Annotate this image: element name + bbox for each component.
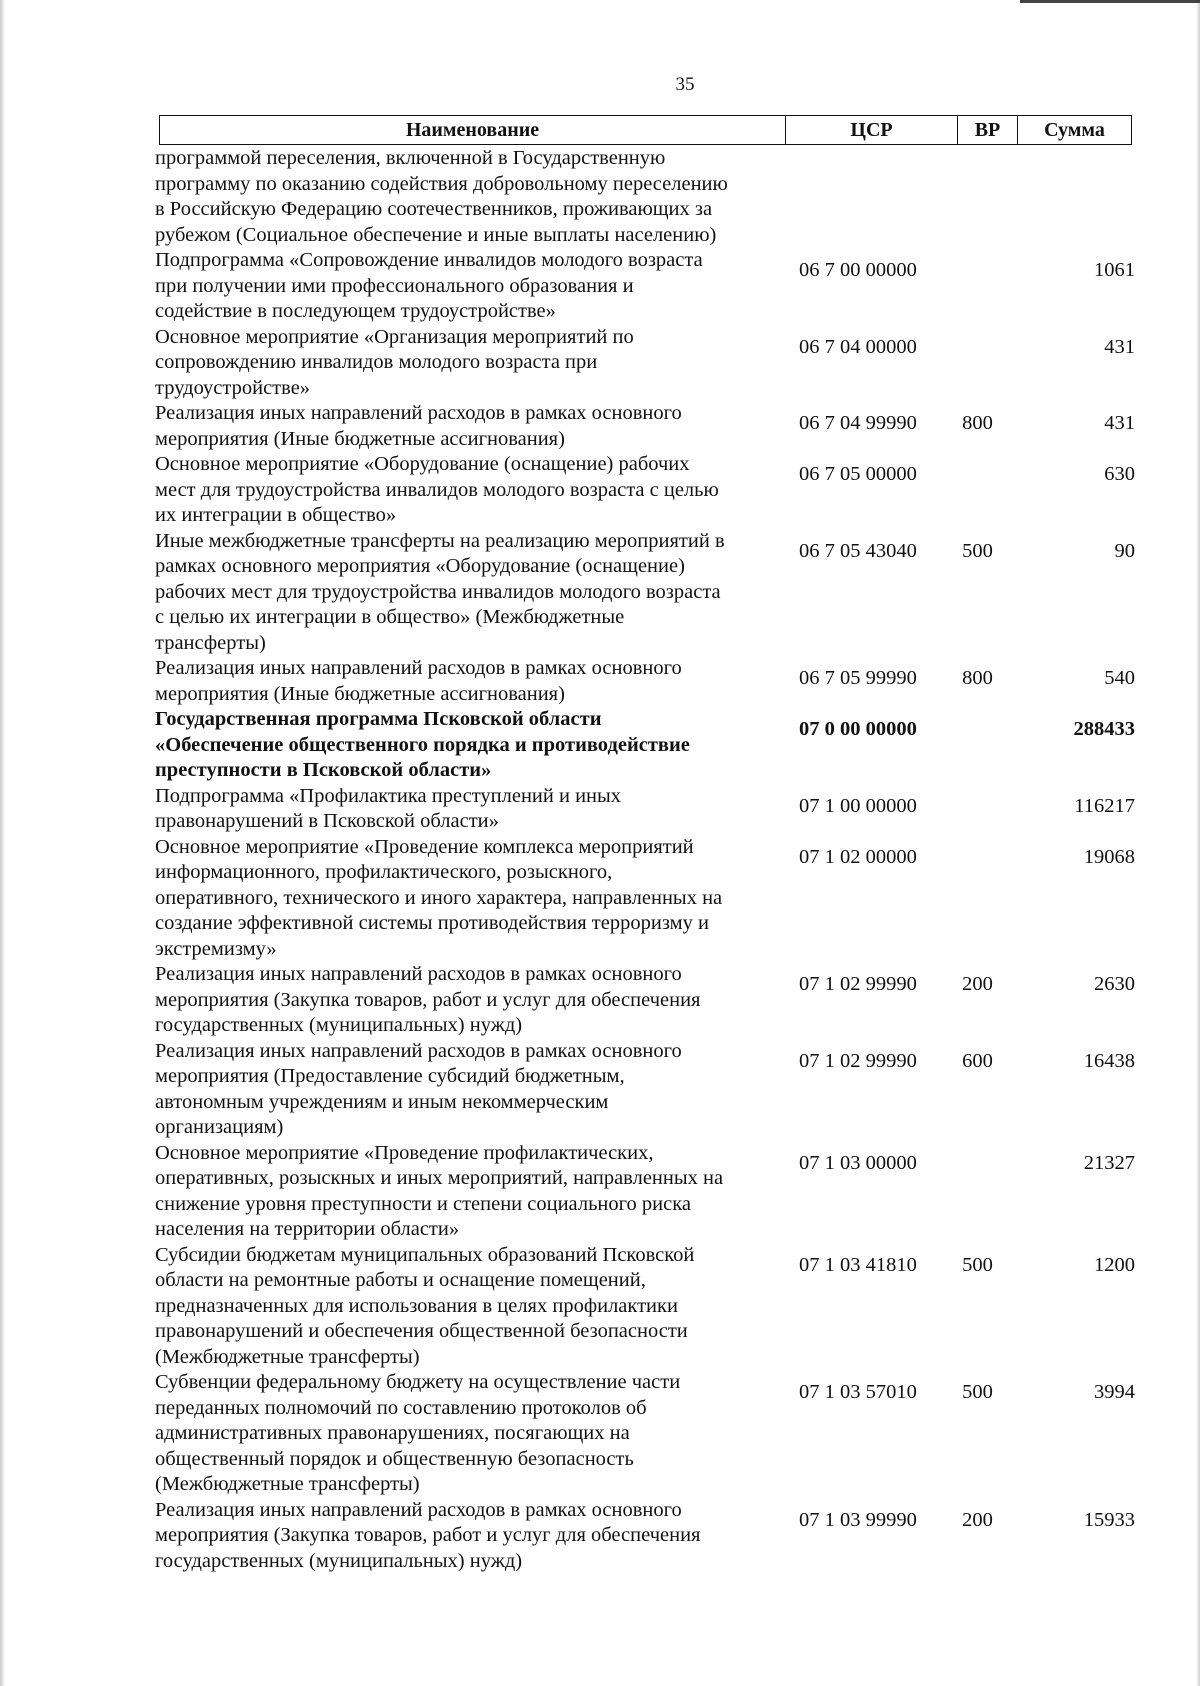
header-csr: ЦСР bbox=[786, 116, 958, 144]
row-name-cell: Основное мероприятие «Проведение комплекса мероприятий информационного, профилактического, розыскного, оперативного, технического и иного характера, направленных на создание эффективной системы противодействия терроризму и экстремизму» bbox=[155, 835, 723, 960]
row-sum-cell: 431 bbox=[1104, 412, 1135, 434]
row-name-cell: программой переселения, включенной в Государственную программу по оказанию содействия добровольному переселению в Российскую Федерацию соотечественников, проживающих за рубежом (Социальное обеспечение и иные выплаты населению) bbox=[155, 147, 728, 246]
table-row bbox=[155, 452, 1135, 529]
page-number: 35 bbox=[675, 74, 695, 95]
table-row bbox=[155, 784, 1135, 835]
row-csr-cell: 06 7 05 00000 bbox=[799, 463, 917, 485]
row-name-cell: Иные межбюджетные трансферты на реализацию мероприятий в рамках основного мероприятия «Оборудование (оснащение) рабочих мест для трудоустройства инвалидов молодого возраста с целью их интеграции в общество» (Межбюджетные трансферты) bbox=[155, 529, 725, 654]
row-sum-cell: 431 bbox=[1104, 335, 1135, 358]
row-sum-cell: 630 bbox=[1104, 463, 1135, 485]
table-row bbox=[155, 529, 1135, 657]
row-csr-cell: 06 7 04 00000 bbox=[799, 335, 917, 358]
row-vr-cell: 200 bbox=[962, 973, 993, 995]
table-body bbox=[155, 146, 1135, 1574]
row-vr-cell: 600 bbox=[962, 1049, 993, 1072]
row-name-cell: Реализация иных направлений расходов в рамках основного мероприятия (Иные бюджетные ассигнования) bbox=[155, 402, 682, 450]
row-sum-cell: 3994 bbox=[1094, 1381, 1135, 1403]
table-row bbox=[155, 1141, 1135, 1243]
row-csr-cell: 07 1 03 57010 bbox=[799, 1381, 917, 1403]
row-csr-cell: 07 0 00 00000 bbox=[799, 718, 917, 740]
row-vr-cell: 800 bbox=[962, 412, 993, 434]
table-row bbox=[155, 1498, 1135, 1575]
row-vr-cell bbox=[945, 146, 1010, 248]
row-sum-cell: 90 bbox=[1114, 539, 1135, 562]
table-row bbox=[155, 401, 1135, 452]
row-vr-cell: 200 bbox=[962, 1508, 993, 1531]
row-sum-cell: 21327 bbox=[1083, 1151, 1135, 1174]
row-vr-cell bbox=[945, 707, 1010, 784]
row-csr-cell bbox=[785, 146, 945, 248]
table-row bbox=[155, 1243, 1135, 1371]
row-vr-cell: 500 bbox=[962, 539, 993, 562]
row-csr-cell: 06 7 00 00000 bbox=[799, 259, 917, 281]
row-sum-cell: 116217 bbox=[1074, 794, 1135, 817]
row-vr-cell bbox=[945, 835, 1010, 963]
table-row bbox=[155, 1039, 1135, 1141]
scan-edge-right bbox=[1196, 0, 1200, 1686]
row-name-cell: Реализация иных направлений расходов в рамках основного мероприятия (Закупка товаров, работ и услуг для обеспечения государственных (муниципальных) нужд) bbox=[155, 1498, 701, 1572]
table-row bbox=[155, 1370, 1135, 1498]
row-name-cell: Реализация иных направлений расходов в рамках основного мероприятия (Иные бюджетные ассигнования) bbox=[155, 657, 682, 705]
row-vr-cell bbox=[945, 248, 1010, 325]
table-row bbox=[155, 835, 1135, 963]
table-row bbox=[155, 962, 1135, 1039]
row-csr-cell: 07 1 03 00000 bbox=[799, 1151, 917, 1174]
row-name-cell: Основное мероприятие «Оборудование (оснащение) рабочих мест для трудоустройства инвалидов молодого возраста с целью их интеграции в общество» bbox=[155, 453, 719, 526]
row-sum-cell: 2630 bbox=[1094, 973, 1135, 995]
row-csr-cell: 06 7 05 43040 bbox=[799, 539, 917, 562]
row-csr-cell: 07 1 02 00000 bbox=[799, 845, 917, 868]
row-csr-cell: 06 7 04 99990 bbox=[799, 412, 917, 434]
row-sum-cell: 1061 bbox=[1094, 259, 1135, 281]
row-vr-cell bbox=[945, 1141, 1010, 1243]
table-row bbox=[155, 656, 1135, 707]
row-vr-cell bbox=[945, 784, 1010, 835]
row-vr-cell: 800 bbox=[962, 667, 993, 689]
row-name-cell: Субсидии бюджетам муниципальных образований Псковской области на ремонтные работы и оснащение помещений, предназначенных для использования в целях профилактики правонарушений и обеспечения общественной безопасности (Межбюджетные трансферты) bbox=[155, 1243, 695, 1368]
row-name-cell: Субвенции федеральному бюджету на осуществление части переданных полномочий по составлению протоколов об административных правонарушениях, посягающих на общественный порядок и общественную безопасность (Межбюджетные трансферты) bbox=[155, 1371, 681, 1495]
row-csr-cell: 07 1 00 00000 bbox=[799, 794, 917, 817]
row-csr-cell: 07 1 02 99990 bbox=[799, 1049, 917, 1072]
row-sum-cell: 16438 bbox=[1083, 1049, 1135, 1072]
table-row bbox=[155, 325, 1135, 402]
scan-edge-left bbox=[0, 0, 5, 1686]
row-sum-cell: 1200 bbox=[1094, 1253, 1135, 1276]
row-name-cell: Подпрограмма «Сопровождение инвалидов молодого возраста при получении ими профессионального образования и содействие в последующем трудоустройстве» bbox=[155, 249, 703, 322]
header-sum: Сумма bbox=[1044, 118, 1105, 141]
row-csr-cell: 06 7 05 99990 bbox=[799, 667, 917, 689]
row-csr-cell: 07 1 03 99990 bbox=[799, 1508, 917, 1531]
row-sum-cell: 19068 bbox=[1083, 845, 1135, 868]
row-name-cell: Государственная программа Псковской области «Обеспечение общественного порядка и противодействие преступности в Псковской области» bbox=[155, 708, 690, 781]
row-name-cell: Реализация иных направлений расходов в рамках основного мероприятия (Закупка товаров, работ и услуг для обеспечения государственных (муниципальных) нужд) bbox=[155, 963, 701, 1036]
row-name-cell: Реализация иных направлений расходов в рамках основного мероприятия (Предоставление субсидий бюджетным, автономным учреждениям и иным некоммерческим организациям) bbox=[155, 1039, 682, 1138]
row-sum-cell bbox=[1010, 146, 1135, 248]
table-row bbox=[155, 146, 1135, 248]
row-name-cell: Основное мероприятие «Проведение профилактических, оперативных, розыскных и иных мероприятий, направленных на снижение уровня преступности и степени социального риска населения на территории области» bbox=[155, 1141, 724, 1240]
row-name-cell: Подпрограмма «Профилактика преступлений и иных правонарушений в Псковской области» bbox=[155, 784, 622, 832]
row-vr-cell: 500 bbox=[962, 1381, 993, 1403]
scan-mark-top bbox=[1020, 0, 1200, 3]
row-vr-cell: 500 bbox=[962, 1253, 993, 1276]
table-header bbox=[159, 115, 1132, 145]
row-sum-cell: 288433 bbox=[1073, 718, 1135, 740]
header-name: Наименование bbox=[160, 116, 786, 144]
row-sum-cell: 540 bbox=[1104, 667, 1135, 689]
table-row bbox=[155, 248, 1135, 325]
header-vr: ВР bbox=[958, 116, 1018, 144]
table-row bbox=[155, 707, 1135, 784]
row-csr-cell: 07 1 03 41810 bbox=[799, 1253, 917, 1276]
row-csr-cell: 07 1 02 99990 bbox=[799, 973, 917, 995]
row-vr-cell bbox=[945, 452, 1010, 529]
row-sum-cell: 15933 bbox=[1083, 1508, 1135, 1531]
row-vr-cell bbox=[945, 325, 1010, 402]
row-name-cell: Основное мероприятие «Организация мероприятий по сопровождению инвалидов молодого возраста при трудоустройстве» bbox=[155, 325, 634, 399]
